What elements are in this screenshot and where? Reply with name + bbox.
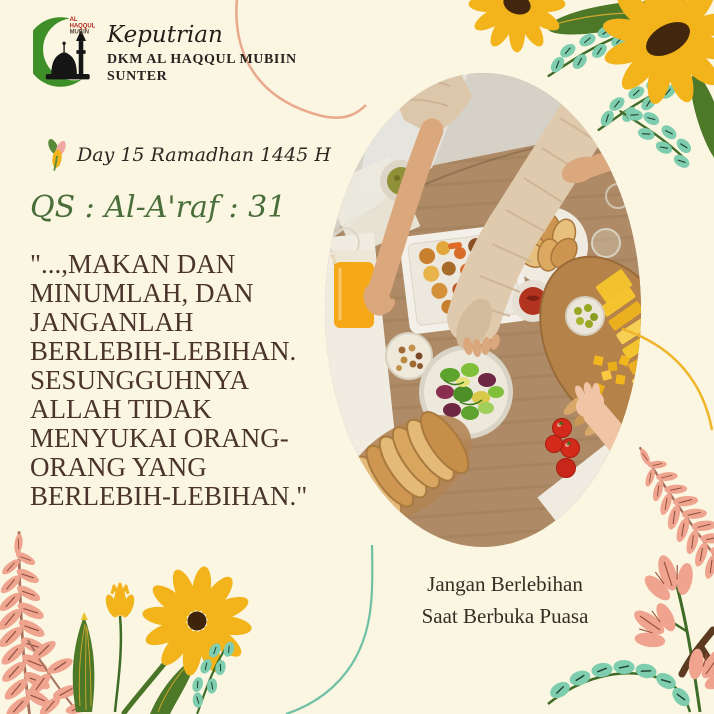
quote-line: ALLAH TIDAK [30, 394, 212, 424]
quote-line: ORANG YANG [30, 452, 207, 482]
emblem-text-line3: MUBIN [69, 29, 90, 36]
emblem-text-line2: HAQQUL [69, 23, 96, 30]
caption [398, 568, 612, 632]
teal-leaf-sprig [547, 660, 693, 712]
yellow-tulip-flower [103, 584, 137, 712]
teal-curve-line [286, 545, 372, 714]
yellow-arc-line [622, 329, 712, 430]
verse-reference: QS : Al-A'raf : 31 [30, 190, 287, 225]
quote-text [30, 250, 375, 511]
tulip-icon [46, 136, 68, 174]
bottom-left-flower-cluster [0, 530, 259, 714]
quote-line: SESUNGGUHNYA [30, 365, 250, 395]
caption-line1: Jangan Berlebihan [427, 572, 583, 596]
logo-org-location: SUNTER [107, 69, 168, 84]
green-leaf-blade [73, 612, 95, 712]
logo-block [33, 8, 297, 96]
quote-line: BERLEBIH-LEBIHAN." [30, 481, 308, 511]
emblem-text-line1: AL [69, 16, 78, 23]
logo-org-name: DKM AL HAQQUL MUBIIN [107, 52, 297, 67]
yellow-daisy-flower [124, 559, 259, 713]
quote-line: BERLEBIH-LEBIHAN. [30, 336, 297, 366]
caption-line2: Saat Berbuka Puasa [421, 604, 589, 628]
quote-line: "...,MAKAN DAN [30, 249, 236, 279]
day-row [46, 136, 331, 174]
quote-line: MINUMLAH, DAN [30, 278, 254, 308]
mosque-crescent-logo-icon [33, 8, 97, 96]
pink-tulip-flower [635, 547, 704, 610]
quote-line: JANGANLAH [30, 307, 194, 337]
teal-leaf-sprig [617, 91, 702, 180]
quote-line: MENYUKAI ORANG- [30, 423, 289, 453]
pink-fern-leaf [0, 530, 54, 714]
logo-script-title: Keputrian [107, 22, 223, 48]
top-right-flower-cluster [469, 0, 714, 180]
yellow-daisy-flower [469, 0, 566, 52]
day-label: Day 15 Ramadhan 1445 H [77, 144, 331, 166]
